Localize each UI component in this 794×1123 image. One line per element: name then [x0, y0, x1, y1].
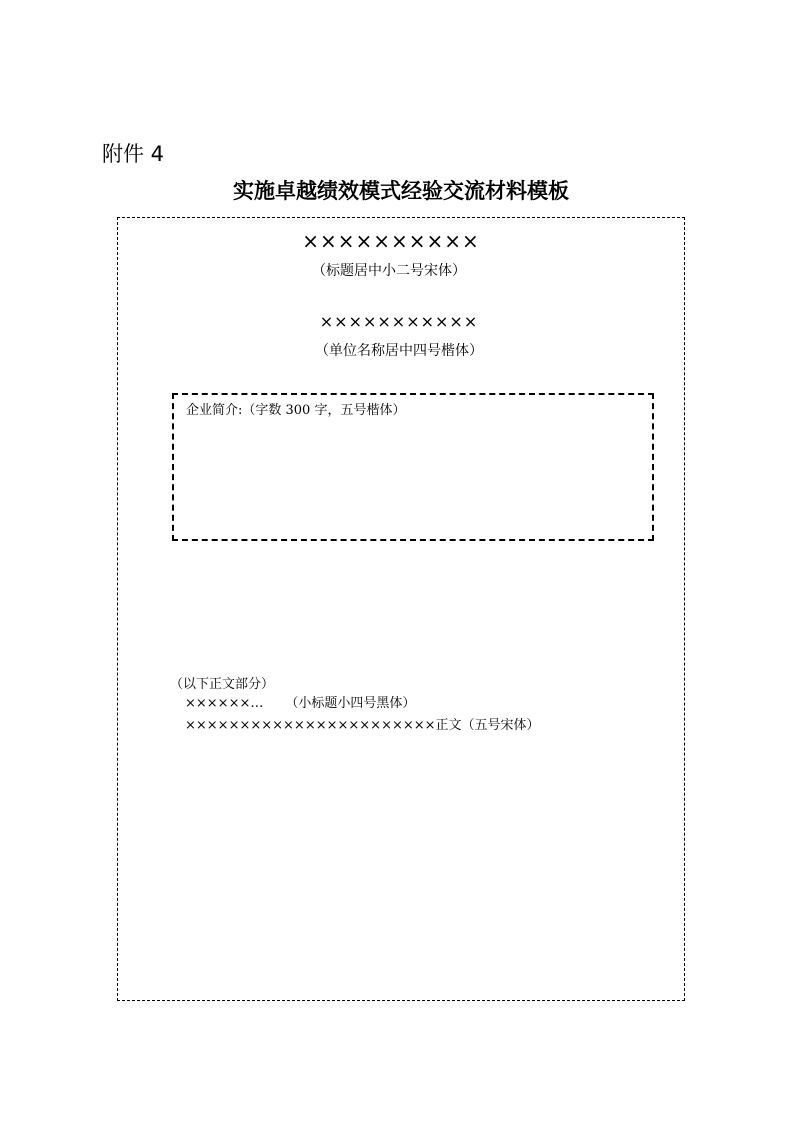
- template-frame: [117, 217, 685, 1001]
- body-text-placeholder: ×××××××××××××××××××××××正文（五号宋体）: [185, 718, 540, 733]
- company-intro-box: [172, 393, 654, 541]
- subheading-placeholder: ××××××…: [185, 696, 264, 711]
- article-title-note: （标题居中小二号宋体）: [312, 263, 466, 279]
- unit-name-note: （单位名称居中四号楷体）: [315, 343, 483, 359]
- company-intro-label: 企业简介:（字数 300 字，五号楷体）: [186, 403, 406, 418]
- subheading-note: （小标题小四号黑体）: [285, 696, 416, 711]
- unit-name-placeholder: ×××××××××××: [319, 312, 479, 331]
- subheading-line: [185, 695, 415, 713]
- body-section-note: （以下正文部分）: [170, 677, 275, 692]
- document-title: 实施卓越绩效模式经验交流材料模板: [233, 178, 569, 203]
- article-title-placeholder: ××××××××××: [302, 229, 480, 253]
- attachment-label: 附件 4: [102, 142, 165, 166]
